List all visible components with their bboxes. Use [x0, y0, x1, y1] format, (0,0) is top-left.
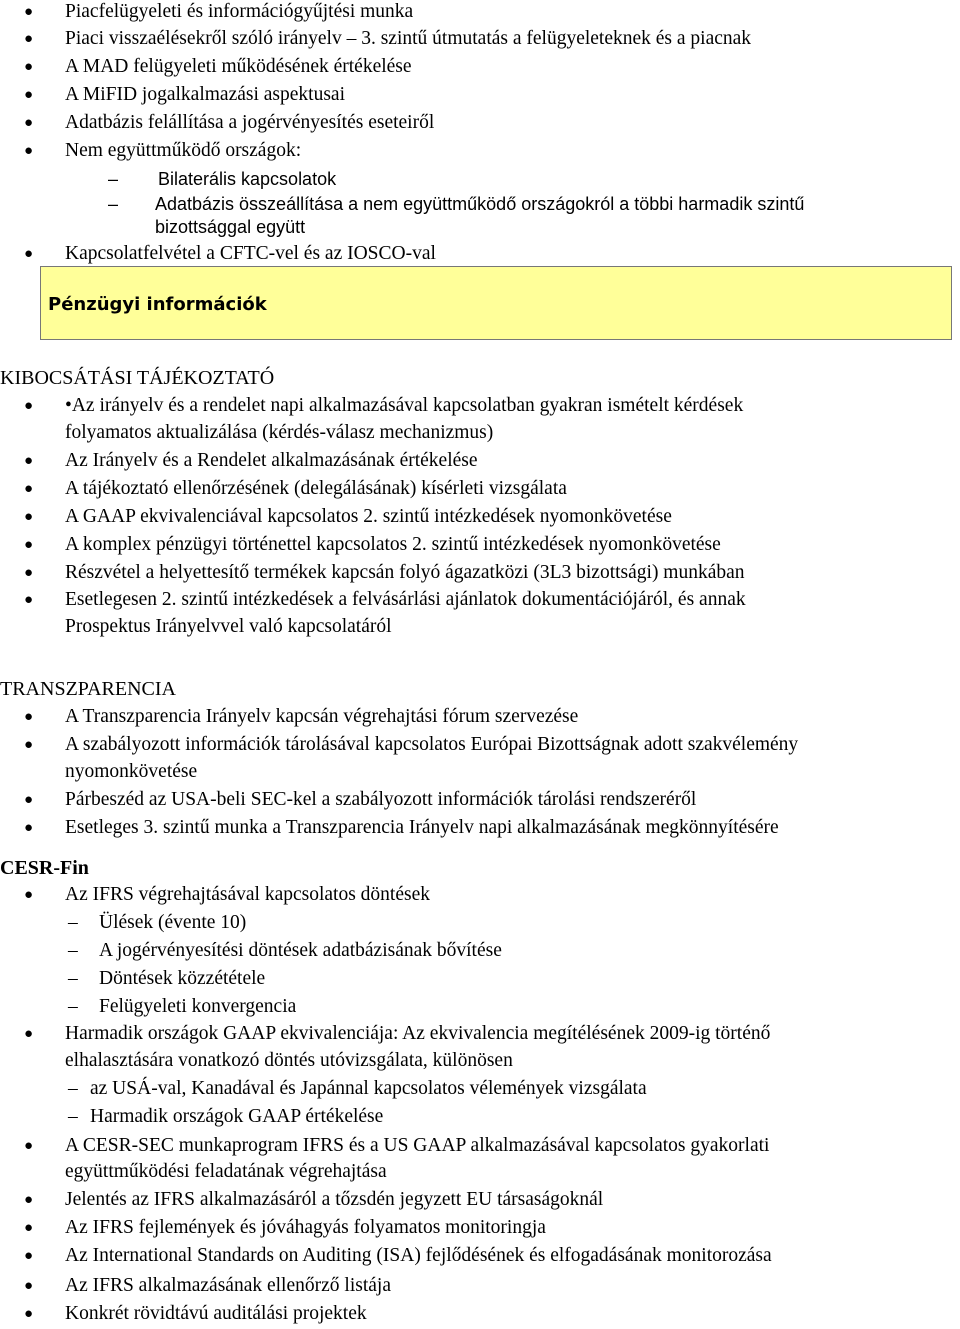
bullet-icon: ●	[24, 4, 34, 20]
bullet-icon: ●	[24, 1220, 34, 1236]
list-item-text: Az International Standards on Auditing (ISA) fejlődésének és elfogadásának monitorozása	[65, 1245, 772, 1266]
list-item-text: A GAAP ekvivalenciával kapcsolatos 2. szintű intézkedések nyomonkövetése	[65, 506, 672, 527]
bullet-icon: ●	[24, 1306, 34, 1322]
dash-icon: –	[68, 940, 78, 961]
list-item-text: Az IFRS fejlemények és jóváhagyás folyamatos monitoringja	[65, 1217, 546, 1238]
list-item-text: A CESR-SEC munkaprogram IFRS és a US GAAP alkalmazásával kapcsolatos gyakorlati	[65, 1135, 770, 1156]
sub-list-item-text: Adatbázis összeállítása a nem együttműködő országokról a többi harmadik szintű	[155, 194, 805, 214]
bullet-icon: ●	[24, 709, 34, 725]
list-item-text: Az IFRS alkalmazásának ellenőrző listája	[65, 1275, 391, 1296]
bullet-icon: ●	[24, 887, 34, 903]
dash-icon: –	[68, 912, 78, 933]
sub-list-item-text: Bilaterális kapcsolatok	[158, 169, 337, 189]
list-item-text: nyomonkövetése	[65, 761, 198, 782]
bullet-icon: ●	[24, 481, 34, 497]
section-box	[40, 266, 952, 340]
list-item-text: Piaci visszaélésekről szóló irányelv – 3. szintű útmutatás a felügyeleteknek és a piacnak	[65, 28, 752, 49]
bullet-icon: ●	[24, 246, 34, 262]
list-item-text: együttműködési feladatának végrehajtása	[65, 1161, 387, 1182]
bullet-icon: ●	[24, 1192, 34, 1208]
dash-icon: –	[108, 169, 119, 189]
bullet-icon: ●	[24, 1138, 34, 1154]
dash-icon: –	[68, 1078, 78, 1099]
list-item-text: elhalasztására vonatkozó döntés utóvizsgálata, különösen	[65, 1050, 513, 1071]
sub-list-item-text: bizottsággal együtt	[155, 217, 306, 237]
sub-list-item-text: Ülések (évente 10)	[99, 912, 247, 933]
list-item-text: Jelentés az IFRS alkalmazásáról a tőzsdén jegyzett EU társaságoknál	[65, 1189, 604, 1210]
bullet-icon: ●	[24, 115, 34, 131]
list-item-text: Párbeszéd az USA-beli SEC-kel a szabályozott információk tárolási rendszeréről	[65, 789, 697, 810]
bullet-icon: ●	[24, 143, 34, 159]
sub-list-item-text: A jogérvényesítési döntések adatbázisának bővítése	[99, 940, 502, 961]
bullet-icon: ●	[24, 592, 34, 608]
sub-list-item-text: az USÁ-val, Kanadával és Japánnal kapcsolatos vélemények vizsgálata	[90, 1078, 647, 1099]
section-heading: TRANSZPARENCIA	[0, 678, 176, 700]
sub-list-item-text: Döntések közzététele	[99, 968, 266, 989]
bullet-icon: ●	[24, 1278, 34, 1294]
list-item-text: Esetleges 3. szintű munka a Transzparencia Irányelv napi alkalmazásának megkönnyítésére	[65, 817, 779, 838]
list-item-text: A MAD felügyeleti működésének értékelése	[65, 56, 412, 77]
bullet-icon: ●	[24, 87, 34, 103]
dash-icon: –	[108, 194, 119, 214]
box-title: Pénzügyi információk	[48, 294, 267, 315]
bullet-icon: ●	[24, 453, 34, 469]
list-item-text: A Transzparencia Irányelv kapcsán végrehajtási fórum szervezése	[65, 706, 579, 727]
sub-list-item-text: Felügyeleti konvergencia	[99, 996, 297, 1017]
list-item-text: Konkrét rövidtávú auditálási projektek	[65, 1303, 367, 1324]
list-item-text: A MiFID jogalkalmazási aspektusai	[65, 84, 345, 105]
dash-icon: –	[68, 968, 78, 989]
section-heading: KIBOCSÁTÁSI TÁJÉKOZTATÓ	[0, 367, 275, 389]
list-item-text: •Az irányelv és a rendelet napi alkalmazásával kapcsolatban gyakran ismételt kérdések	[65, 395, 744, 416]
sub-list-item-text: Harmadik országok GAAP értékelése	[90, 1106, 384, 1127]
bullet-icon: ●	[24, 509, 34, 525]
bullet-icon: ●	[24, 59, 34, 75]
list-item-text: Prospektus Irányelvvel való kapcsolatáról	[65, 616, 392, 637]
list-item-text: Nem együttműködő országok:	[65, 140, 302, 161]
bullet-icon: ●	[24, 820, 34, 836]
bullet-icon: ●	[24, 398, 34, 414]
list-item-text: Az Irányelv és a Rendelet alkalmazásának értékelése	[65, 450, 478, 471]
list-item-text: A szabályozott információk tárolásával kapcsolatos Európai Bizottságnak adott szakvélemény	[65, 734, 799, 755]
list-item-text: Esetlegesen 2. szintű intézkedések a felvásárlási ajánlatok dokumentációjáról, és annak	[65, 589, 746, 610]
list-item-text: Részvétel a helyettesítő termékek kapcsán folyó ágazatközi (3L3 bizottsági) munkában	[65, 562, 745, 583]
bullet-icon: ●	[24, 537, 34, 553]
list-item-text: Harmadik országok GAAP ekvivalenciája: Az ekvivalencia megítélésének 2009-ig történő	[65, 1023, 771, 1044]
list-item-text: A komplex pénzügyi történettel kapcsolatos 2. szintű intézkedések nyomonkövetése	[65, 534, 721, 555]
section-heading: CESR-Fin	[0, 857, 89, 879]
dash-icon: –	[68, 996, 78, 1017]
dash-icon: –	[68, 1106, 78, 1127]
bullet-icon: ●	[24, 1026, 34, 1042]
bullet-icon: ●	[24, 792, 34, 808]
list-item-text: Adatbázis felállítása a jogérvényesítés eseteiről	[65, 112, 435, 133]
list-item-text: A tájékoztató ellenőrzésének (delegálásának) kísérleti vizsgálata	[65, 478, 567, 499]
bullet-icon: ●	[24, 565, 34, 581]
bullet-icon: ●	[24, 31, 34, 47]
list-item-text: Kapcsolatfelvétel a CFTC-vel és az IOSCO-val	[65, 243, 436, 264]
list-item-text: Az IFRS végrehajtásával kapcsolatos döntések	[65, 884, 430, 905]
list-item-text: Piacfelügyeleti és információgyűjtési munka	[65, 1, 414, 22]
bullet-icon: ●	[24, 737, 34, 753]
list-item-text: folyamatos aktualizálása (kérdés-válasz mechanizmus)	[65, 422, 494, 443]
bullet-icon: ●	[24, 1248, 34, 1264]
